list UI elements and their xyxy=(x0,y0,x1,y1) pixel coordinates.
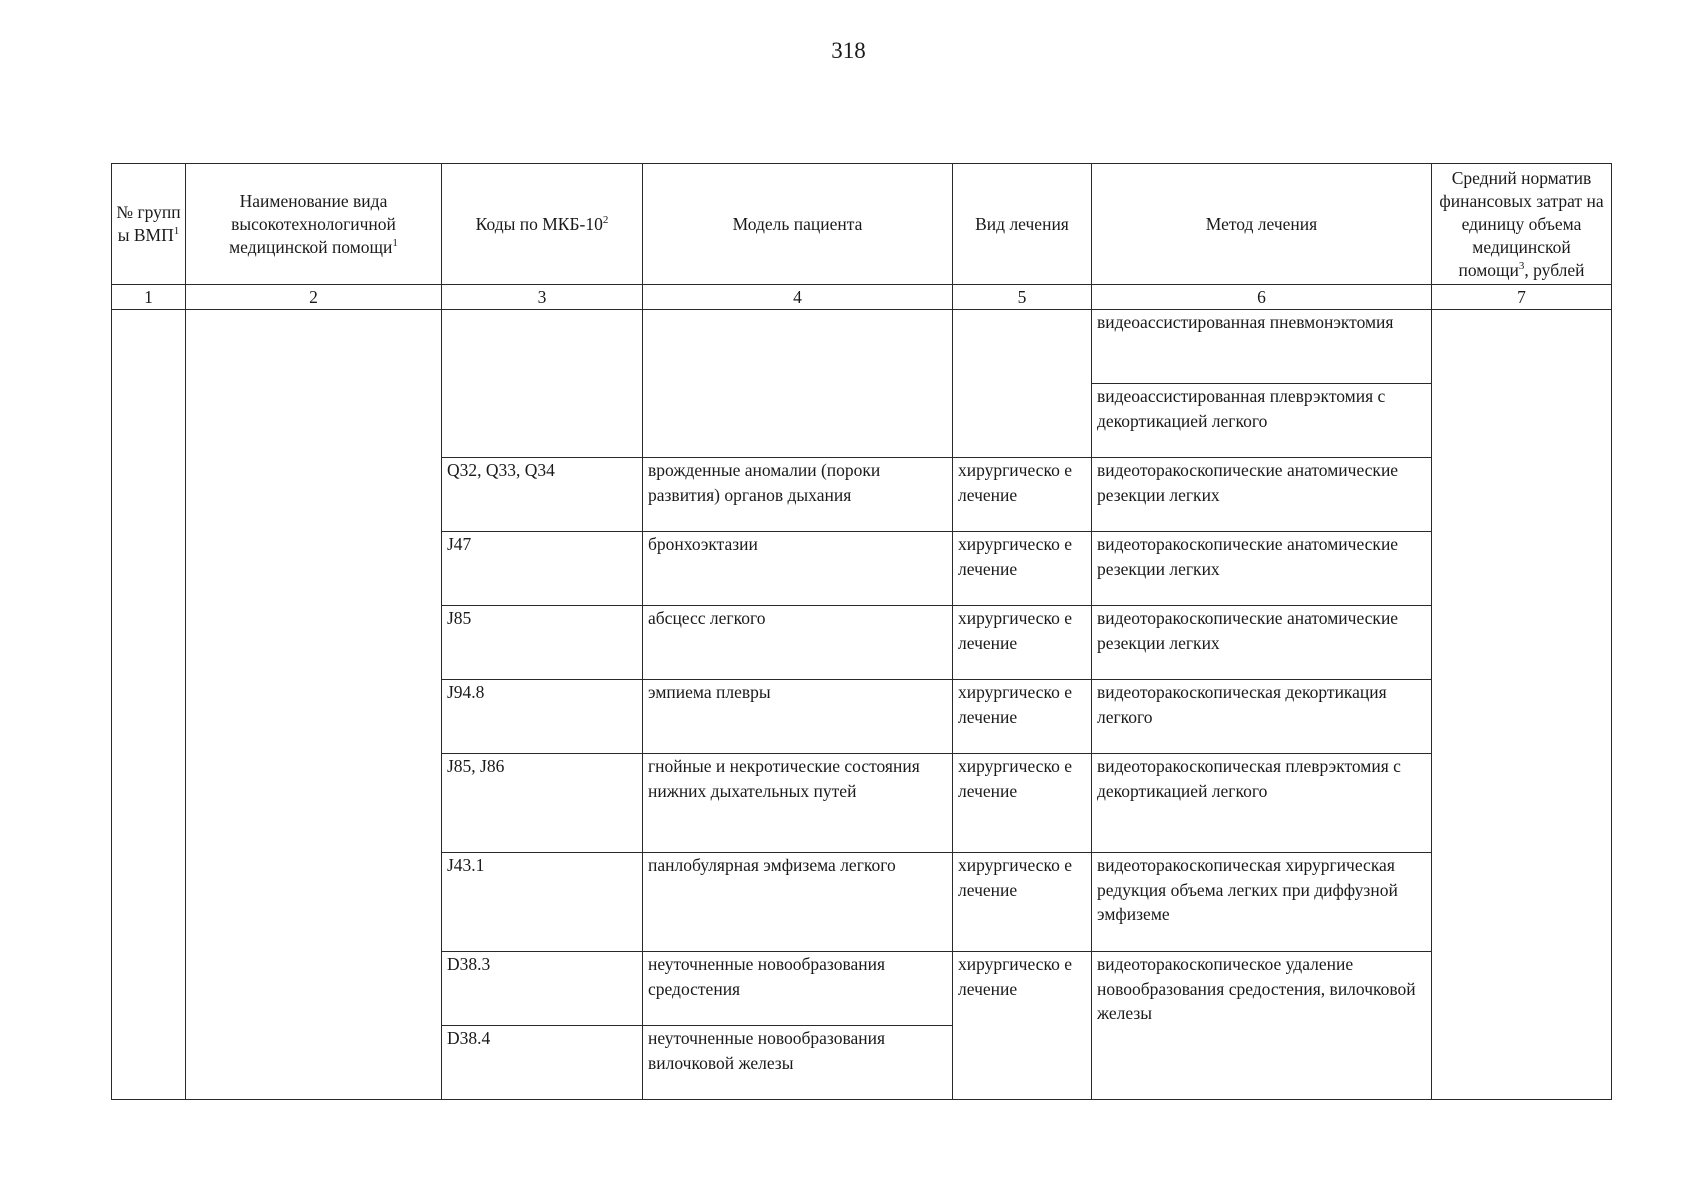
treatment-cell: хирургическо е лечение xyxy=(953,754,1092,853)
treatment-cell: хирургическо е лечение xyxy=(953,458,1092,532)
column-number: 3 xyxy=(442,285,643,310)
codes-cell xyxy=(442,310,643,458)
vmp-table xyxy=(111,163,1612,1100)
method-cell: видеоассистированная плеврэктомия с декортикацией легкого xyxy=(1092,384,1432,458)
model-cell: неуточненные новообразования средостения xyxy=(643,952,953,1026)
column-numbers-row xyxy=(112,285,1612,310)
header-treatment-type: Вид лечения xyxy=(953,164,1092,285)
method-cell: видеоторакоскопическая хирургическая редукция объема легких при диффузной эмфиземе xyxy=(1092,853,1432,952)
codes-cell: Q32, Q33, Q34 xyxy=(442,458,643,532)
method-cell: видеоторакоскопические анатомические резекции легких xyxy=(1092,458,1432,532)
header-group-number: № групп ы ВМП$^1$ xyxy=(112,164,186,285)
header-treatment-method: Метод лечения xyxy=(1092,164,1432,285)
treatment-cell: хирургическо е лечение xyxy=(953,680,1092,754)
treatment-cell: хирургическо е лечение xyxy=(953,853,1092,952)
model-cell: неуточненные новообразования вилочковой железы xyxy=(643,1026,953,1100)
model-cell: абсцесс легкого xyxy=(643,606,953,680)
model-cell: эмпиема плевры xyxy=(643,680,953,754)
model-cell: панлобулярная эмфизема легкого xyxy=(643,853,953,952)
model-cell xyxy=(643,310,953,458)
header-cost-standard: Средний норматив финансовых затрат на единицу объема медицинской помощи$^3$, рублей xyxy=(1432,164,1612,285)
treatment-cell: хирургическо е лечение xyxy=(953,952,1092,1100)
codes-cell: J94.8 xyxy=(442,680,643,754)
column-number: 6 xyxy=(1092,285,1432,310)
method-cell: видеоторакоскопическая плеврэктомия с декортикацией легкого xyxy=(1092,754,1432,853)
codes-cell: D38.4 xyxy=(442,1026,643,1100)
method-cell: видеоторакоскопические анатомические резекции легких xyxy=(1092,606,1432,680)
column-number: 7 xyxy=(1432,285,1612,310)
model-cell: врожденные аномалии (пороки развития) органов дыхания xyxy=(643,458,953,532)
codes-cell: J85, J86 xyxy=(442,754,643,853)
header-patient-model: Модель пациента xyxy=(643,164,953,285)
codes-cell: J43.1 xyxy=(442,853,643,952)
column-number: 4 xyxy=(643,285,953,310)
model-cell: гнойные и некротические состояния нижних дыхательных путей xyxy=(643,754,953,853)
method-cell: видеоассистированная пневмонэктомия xyxy=(1092,310,1432,384)
codes-cell: J85 xyxy=(442,606,643,680)
method-cell: видеоторакоскопическая декортикация легкого xyxy=(1092,680,1432,754)
treatment-cell: хирургическо е лечение xyxy=(953,532,1092,606)
treatment-cell: хирургическо е лечение xyxy=(953,606,1092,680)
column-number: 2 xyxy=(186,285,442,310)
care-type-cell xyxy=(186,310,442,1100)
method-cell: видеоторакоскопическое удаление новообразования средостения, вилочковой железы xyxy=(1092,952,1432,1100)
page-number: 318 xyxy=(831,38,866,63)
header-row xyxy=(112,164,1612,285)
model-cell: бронхоэктазии xyxy=(643,532,953,606)
header-icd-codes: Коды по МКБ-$10^2$ xyxy=(442,164,643,285)
codes-cell: D38.3 xyxy=(442,952,643,1026)
header-care-type: Наименование вида высокотехнологичной медицинской помощи$^1$ xyxy=(186,164,442,285)
treatment-cell xyxy=(953,310,1092,458)
table-row xyxy=(112,310,1612,384)
group-number-cell xyxy=(112,310,186,1100)
codes-cell: J47 xyxy=(442,532,643,606)
method-cell: видеоторакоскопические анатомические резекции легких xyxy=(1092,532,1432,606)
column-number: 5 xyxy=(953,285,1092,310)
cost-cell xyxy=(1432,310,1612,1100)
column-number: 1 xyxy=(112,285,186,310)
